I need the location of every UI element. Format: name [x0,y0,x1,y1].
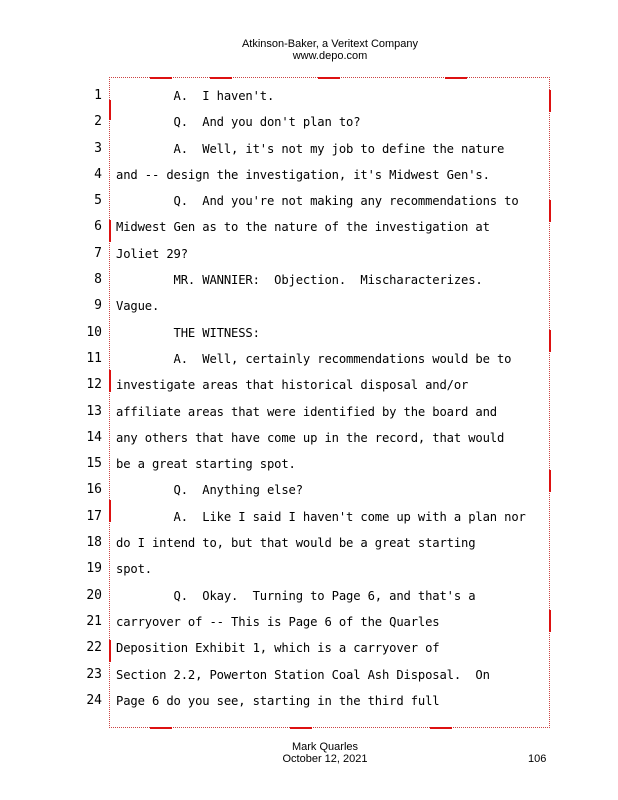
line-number: 1 [94,88,102,103]
company-website: www.depo.com [292,50,368,62]
line-number: 14 [86,429,102,445]
transcript-line: spot. [116,562,152,577]
line-number: 23 [86,666,102,682]
deposition-date: October 12, 2021 [282,753,368,765]
line-number: 16 [86,482,102,498]
transcript-line: Q. Anything else? [116,483,303,498]
line-number: 9 [94,298,102,314]
transcript-line: Joliet 29? [116,246,188,261]
transcript-line: and -- design the investigation, it's Midwest Gen's. [116,167,490,182]
witness-name: Mark Quarles [291,741,359,753]
line-number: 19 [86,561,102,577]
transcript-line: do I intend to, but that would be a great starting [116,536,476,551]
transcript-line: THE WITNESS: [116,325,260,340]
transcript-line: A. I haven't. [116,89,275,103]
line-number: 4 [94,166,102,182]
line-number-column [60,83,102,714]
line-number: 11 [86,350,102,366]
line-number: 7 [94,245,102,261]
line-number: 12 [86,377,102,393]
transcript-text [116,83,546,714]
line-number: 15 [86,456,102,472]
line-number: 24 [86,692,102,708]
transcript-line: A. Well, certainly recommendations would be to [116,351,512,366]
line-number: 20 [86,587,102,603]
line-number: 13 [86,403,102,419]
company-name: Atkinson-Baker, a Veritext Company [241,38,419,50]
page-number: 106 [528,753,547,765]
line-number: 21 [86,613,102,629]
line-number: 17 [86,508,102,524]
line-number: 8 [94,272,102,288]
transcript-line: A. Like I said I haven't come up with a plan nor [116,509,526,524]
line-number: 22 [86,640,102,656]
transcript-line: carryover of -- This is Page 6 of the Quarles [116,614,440,629]
line-number: 2 [94,114,102,130]
transcript-line: affiliate areas that were identified by the board and [116,404,497,419]
transcript-line: Deposition Exhibit 1, which is a carryover of [116,641,440,656]
transcript-line: Midwest Gen as to the nature of the investigation at [116,220,490,235]
line-number: 6 [94,219,102,235]
transcript-line: MR. WANNIER: Objection. Mischaracterizes. [116,273,483,288]
line-number: 5 [94,193,102,209]
transcript-line: Q. And you don't plan to? [116,115,361,130]
line-number: 10 [86,324,102,340]
transcript-line: Q. And you're not making any recommendations to [116,194,519,209]
transcript-line: Page 6 do you see, starting in the third full [116,693,440,708]
transcript-line: Section 2.2, Powerton Station Coal Ash Disposal. On [116,667,490,682]
page-header [0,38,618,62]
transcript-line: Vague. [116,299,160,314]
page-footer [0,741,618,765]
transcript-line: Q. Okay. Turning to Page 6, and that's a [116,588,476,603]
transcript-line: A. Well, it's not my job to define the nature [116,141,505,156]
transcript-line: any others that have come up in the record, that would [116,430,505,445]
transcript-line: be a great starting spot. [116,457,296,472]
line-number: 18 [86,535,102,551]
transcript-line: investigate areas that historical disposal and/or [116,378,469,393]
line-number: 3 [94,140,102,156]
